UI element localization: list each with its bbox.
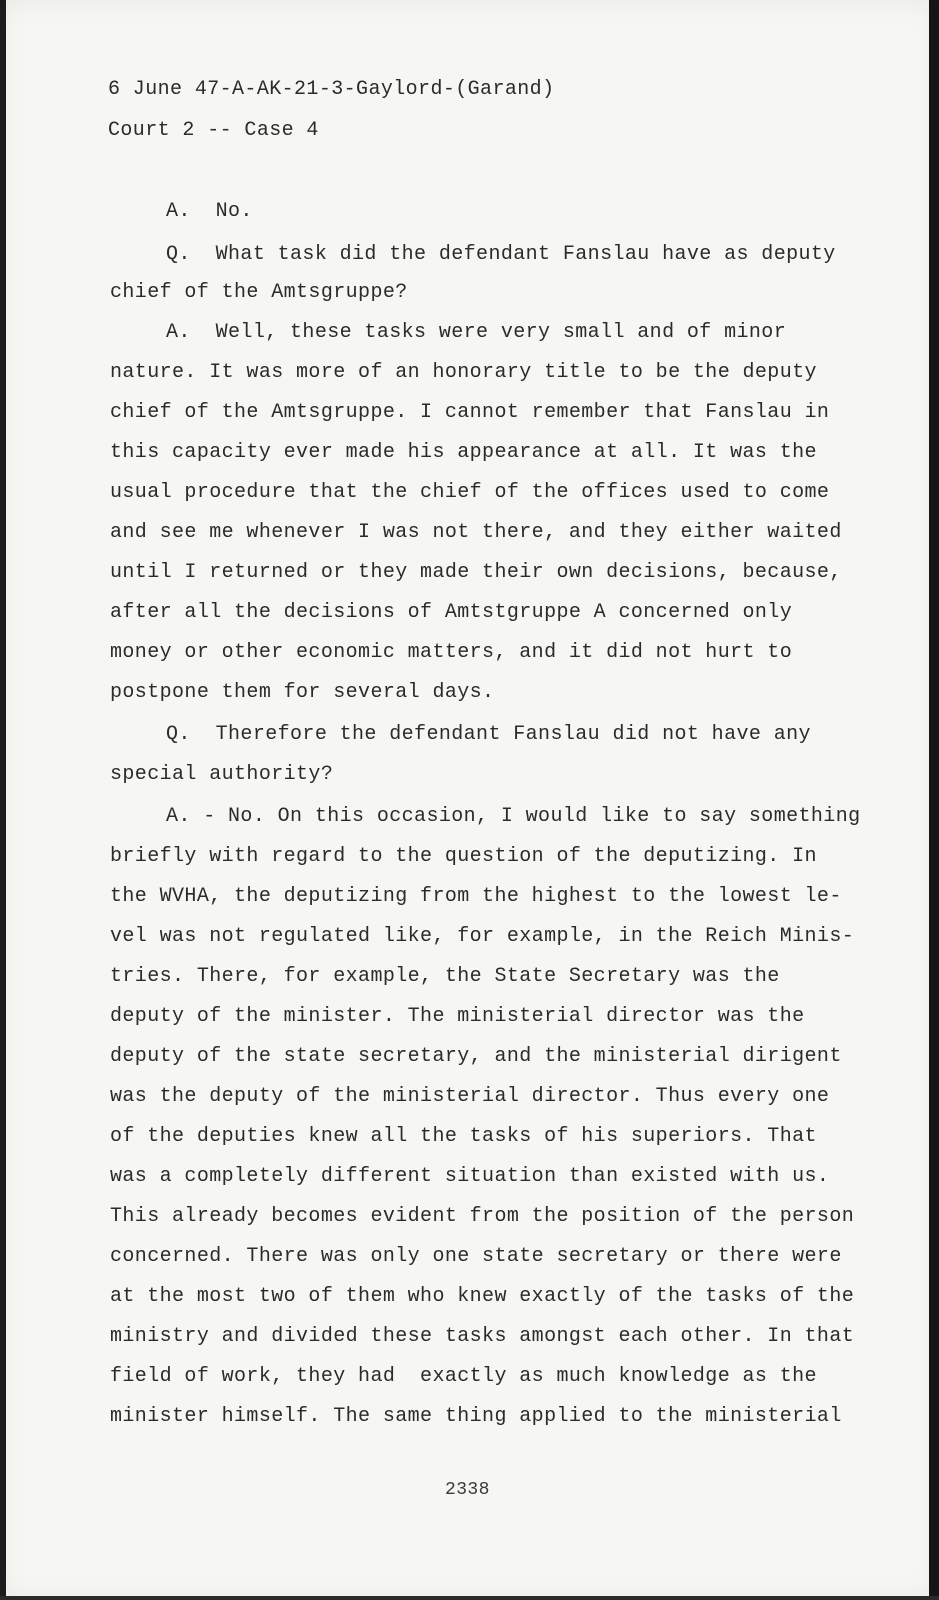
body-line: vel was not regulated like, for example, in the Reich Minis- bbox=[110, 925, 855, 948]
body-line: chief of the Amtsgruppe. I cannot remember that Fanslau in bbox=[110, 401, 830, 424]
body-line: chief of the Amtsgruppe? bbox=[110, 281, 408, 304]
body-line: after all the decisions of Amtstgruppe A concerned only bbox=[110, 601, 793, 624]
body-line: this capacity ever made his appearance at all. It was the bbox=[110, 441, 817, 464]
body-line: deputy of the state secretary, and the ministerial dirigent bbox=[110, 1045, 842, 1068]
body-line: special authority? bbox=[110, 763, 334, 786]
page-number: 2338 bbox=[445, 1480, 490, 1500]
header-court-line: Court 2 -- Case 4 bbox=[108, 119, 319, 142]
body-line: until I returned or they made their own decisions, because, bbox=[110, 561, 842, 584]
header-date-line: 6 June 47-A-AK-21-3-Gaylord-(Garand) bbox=[108, 78, 555, 101]
body-line: postpone them for several days. bbox=[110, 681, 495, 704]
body-line: usual procedure that the chief of the offices used to come bbox=[110, 481, 830, 504]
body-line: was the deputy of the ministerial director. Thus every one bbox=[110, 1085, 830, 1108]
body-line: at the most two of them who knew exactly of the tasks of the bbox=[110, 1285, 855, 1308]
body-line: ministry and divided these tasks amongst each other. In that bbox=[110, 1325, 855, 1348]
body-line: This already becomes evident from the position of the person bbox=[110, 1205, 855, 1228]
scan-edge-left bbox=[0, 0, 6, 1600]
body-line: A. Well, these tasks were very small and of minor bbox=[166, 321, 787, 344]
body-line: field of work, they had exactly as much knowledge as the bbox=[110, 1365, 817, 1388]
body-line: A. - No. On this occasion, I would like to say something bbox=[166, 805, 861, 828]
body-line: was a completely different situation than existed with us. bbox=[110, 1165, 830, 1188]
body-line: and see me whenever I was not there, and they either waited bbox=[110, 521, 842, 544]
body-line: Q. What task did the defendant Fanslau have as deputy bbox=[166, 243, 836, 266]
body-line: briefly with regard to the question of the deputizing. In bbox=[110, 845, 817, 868]
body-line: of the deputies knew all the tasks of his superiors. That bbox=[110, 1125, 817, 1148]
body-line: A. No. bbox=[166, 200, 253, 223]
scan-edge-bottom bbox=[0, 1596, 939, 1600]
body-line: minister himself. The same thing applied to the ministerial bbox=[110, 1405, 842, 1428]
scan-edge-right bbox=[929, 0, 939, 1600]
body-line: deputy of the minister. The ministerial director was the bbox=[110, 1005, 805, 1028]
body-line: concerned. There was only one state secretary or there were bbox=[110, 1245, 842, 1268]
body-line: Q. Therefore the defendant Fanslau did not have any bbox=[166, 723, 811, 746]
body-line: the WVHA, the deputizing from the highest to the lowest le- bbox=[110, 885, 842, 908]
body-line: tries. There, for example, the State Secretary was the bbox=[110, 965, 780, 988]
body-line: money or other economic matters, and it did not hurt to bbox=[110, 641, 793, 664]
body-line: nature. It was more of an honorary title to be the deputy bbox=[110, 361, 817, 384]
